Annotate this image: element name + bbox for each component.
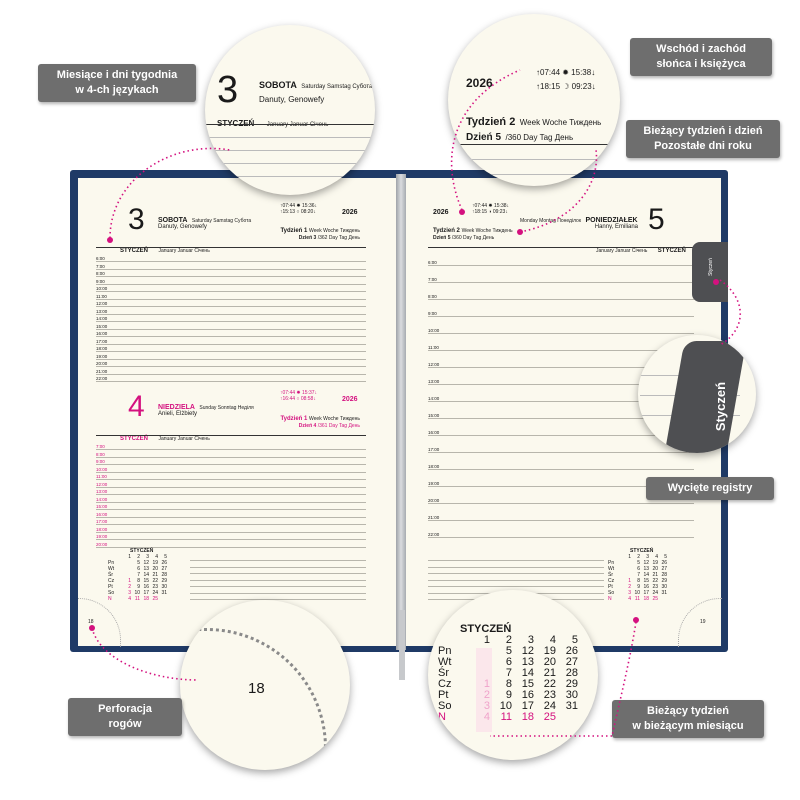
week-langs: Week Woche Тиждень [461, 228, 513, 234]
hour-label: 19:00 [428, 481, 440, 486]
moon-icon: ◑ [488, 209, 492, 215]
sun-icon: ✹ [296, 203, 301, 209]
month-langs: January Januar Січень [158, 436, 210, 442]
weekday-name: NIEDZIELA [158, 404, 195, 411]
page-number-left: 18 [88, 619, 94, 625]
calendar-title: STYCZEŃ [130, 548, 154, 554]
zoom-day-of-year: Dzień 5 [466, 132, 502, 143]
calendar-row: Pn 5 12 19 26 [108, 560, 167, 566]
sunset-time: 15:37 [302, 390, 315, 396]
hour-label: 17:00 [428, 447, 440, 452]
hour-label: 9:00 [428, 311, 437, 316]
hour-label: 14:00 [428, 396, 440, 401]
sunrise-time: 07:44 [282, 203, 296, 209]
nameday: Danuty, Genowefy [158, 224, 207, 230]
page-number-right: 19 [700, 619, 706, 625]
week-langs: Week Woche Тиждень [309, 416, 360, 422]
zoom-nameday: Danuty, Genowefy [259, 95, 325, 104]
month-name: STYCZEŃ [120, 248, 149, 254]
month-name: STYCZEŃ [657, 248, 686, 254]
hour-label: 20:00 [96, 361, 108, 366]
week-number: Tydzień 1 [280, 416, 308, 422]
day5-sunmoon: ↑07:44 ✹ 15:38↓ ↑18:15 ◑ 09:23↓ [472, 203, 510, 215]
weekday-langs: Monday Montag Понеділок [520, 218, 582, 224]
zoom-month: STYCZEŃ [217, 119, 255, 128]
connector-week [520, 150, 596, 232]
nameday: Anieli, Elżbiety [158, 411, 198, 417]
moonrise-time: 18:15 [474, 209, 488, 215]
calendar-row: Cz 8 15 22 29 [438, 678, 578, 690]
zoom-week: Tydzień 2 [466, 116, 516, 128]
hour-label: 19:00 [96, 353, 108, 359]
calendar-row: Cz 1 8 15 22 29 [608, 578, 667, 584]
hour-label: 12:00 [96, 301, 108, 306]
hour-label: 15:00 [96, 504, 108, 509]
hour-label: 9:00 [96, 459, 105, 464]
hour-label: 11:00 [96, 293, 107, 299]
calendar-row: N 11 18 25 [438, 711, 556, 723]
hour-label: 6:00 [428, 260, 437, 265]
day-number: 5 [648, 203, 665, 236]
hour-label: 7:00 [96, 263, 105, 269]
calendar-row: N 4 11 18 25 [108, 596, 158, 602]
calendar-row: Śr 7 14 21 28 [438, 667, 578, 679]
moon-icon: ○ [296, 209, 300, 215]
moonset-time: 08:20 [300, 209, 314, 215]
calendar-title: STYCZEŃ [460, 623, 512, 635]
zoom-page-number: 18 [248, 680, 265, 697]
days-remaining: /360 Day Tag День [451, 235, 495, 241]
zoom-days-remaining: /360 Day Tag День [505, 133, 574, 142]
hour-label: 7:00 [96, 444, 105, 449]
moonrise-time: 15:13 [282, 209, 296, 215]
calendar-row: Pt 2 9 16 23 30 [608, 584, 667, 590]
calendar-row: Pt 9 16 23 30 [438, 689, 578, 701]
pin-corners [89, 625, 95, 631]
calendar-row: Pn 5 12 19 26 [608, 560, 667, 566]
days-remaining: /362 Day Tag День [317, 235, 360, 241]
week-number: Tydzień 1 [280, 228, 308, 234]
hour-label: 10:00 [428, 328, 440, 333]
year: 2026 [433, 209, 449, 216]
hour-label: 21:00 [428, 515, 440, 520]
sunrise-time: 07:44 [474, 203, 488, 209]
day-of-year: Dzień 4 [298, 423, 317, 429]
hour-label: 8:00 [96, 271, 105, 276]
month-name: STYCZEŃ [120, 436, 149, 442]
zoom-weekday-langs: Saturday Samstag Субота [301, 84, 373, 90]
callout-sun-moon: Wschód i zachód słońca i księżyca [630, 38, 772, 76]
callout-week-day: Bieżący tydzień i dzień Pozostałe dni roku [626, 120, 780, 158]
hour-label: 12:00 [428, 362, 440, 367]
hour-label: 16:00 [428, 430, 440, 435]
hour-label: 22:00 [96, 376, 108, 381]
day4-sunmoon: ↑07:44 ✹ 15:37↓ ↑16:44 ○ 08:58↓ [280, 390, 318, 402]
weekday-name: PONIEDZIAŁEK [585, 217, 638, 224]
calendar-week-numbers: 1 2 3 4 5 [483, 634, 578, 646]
nameday: Hanny, Emiliana [594, 224, 638, 230]
month-langs: January Januar Січень [596, 248, 648, 254]
pin-sunmoon [459, 209, 465, 215]
weekday-name: SOBOTA [158, 217, 188, 224]
connector-calendar [612, 622, 636, 736]
hour-label: 10:00 [96, 286, 108, 291]
hour-label: 13:00 [428, 379, 440, 384]
days-remaining: /361 Day Tag День [317, 423, 360, 429]
day3-sunmoon: ↑07:44 ✹ 15:36↓ ↑15:13 ○ 08:20↓ [280, 203, 318, 215]
calendar-row: Wt 6 13 20 27 [108, 566, 167, 572]
calendar-row: Pt 2 9 16 23 30 [108, 584, 167, 590]
zoom-sun-times: ↑07:44 ✹ 15:38↓ [536, 68, 596, 77]
calendar-title: STYCZEŃ [630, 548, 654, 554]
weekday-langs: Saturday Samstag Субота [191, 218, 252, 224]
sunset-time: 15:38 [494, 203, 507, 209]
callout-languages: Miesiące i dni tygodnia w 4-ch językach [38, 64, 196, 102]
sunrise-time: 07:44 [282, 390, 296, 396]
zoom-week-langs: Week Woche Тиждень [519, 118, 602, 127]
hour-label: 18:00 [428, 464, 440, 469]
callout-tabs: Wycięte registry [646, 477, 774, 500]
pin-tab [713, 279, 719, 285]
tab-label: Styczeń [707, 258, 714, 276]
hour-label: 18:00 [96, 346, 108, 351]
hour-label: 11:00 [96, 474, 107, 479]
hour-label: 21:00 [96, 368, 108, 374]
hour-label: 18:00 [96, 526, 108, 532]
pin-languages [107, 237, 113, 243]
connector-corners [92, 628, 198, 680]
hour-label: 12:00 [96, 481, 108, 487]
hour-label: 14:00 [96, 496, 108, 502]
calendar-row: So 3 10 17 24 31 [608, 590, 667, 596]
connector-tab [720, 280, 740, 345]
callout-current-week: Bieżący tydzień w bieżącym miesiącu [612, 700, 764, 738]
hour-label: 16:00 [96, 511, 108, 517]
hour-label: 20:00 [428, 498, 440, 503]
hour-label: 19:00 [96, 534, 108, 539]
moonset-time: 09:23 [492, 209, 506, 215]
pin-calendar [633, 617, 639, 623]
year: 2026 [342, 396, 358, 403]
week-number: Tydzień 2 [433, 228, 460, 234]
hour-label: 20:00 [96, 541, 108, 547]
hour-label: 17:00 [96, 338, 108, 344]
calendar-row: Cz 1 8 15 22 29 [108, 578, 167, 584]
year: 2026 [342, 209, 358, 216]
callout-corners: Perforacja rogów [68, 698, 182, 736]
day-number: 4 [128, 390, 145, 423]
hour-label: 15:00 [96, 323, 108, 329]
moon-icon: ○ [296, 396, 300, 402]
hour-label: 11:00 [428, 345, 439, 350]
day-number: 3 [128, 203, 145, 236]
hour-label: 9:00 [96, 278, 105, 284]
calendar-week-numbers: 1 2 3 4 5 [628, 554, 667, 560]
pin-week [517, 229, 523, 235]
hour-label: 7:00 [428, 277, 437, 282]
sun-icon: ✹ [488, 203, 493, 209]
calendar-row: Wt 6 13 20 27 [438, 656, 578, 668]
calendar-row: So 10 17 24 31 [438, 700, 578, 712]
weekday-langs: Sunday Sonntag Неділя [199, 405, 254, 411]
hour-label: 6:00 [96, 256, 105, 261]
hour-label: 15:00 [428, 413, 440, 418]
calendar-row: N 4 11 18 25 [608, 596, 658, 602]
zoom-year: 2026 [466, 76, 493, 90]
hour-label: 17:00 [96, 519, 108, 524]
calendar-row: So 3 10 17 24 31 [108, 590, 167, 596]
hour-label: 16:00 [96, 331, 108, 336]
hour-label: 13:00 [96, 489, 108, 494]
sunset-time: 15:36 [302, 203, 315, 209]
moonrise-time: 16:44 [282, 396, 296, 402]
hour-label: 14:00 [96, 316, 108, 321]
hour-label: 8:00 [96, 451, 105, 457]
calendar-row: Śr 7 14 21 28 [108, 572, 167, 578]
hour-label: 13:00 [96, 308, 108, 314]
day-of-year: Dzień 5 [433, 235, 451, 241]
sun-icon: ✹ [296, 390, 301, 396]
hour-label: 10:00 [96, 466, 108, 472]
moonset-time: 08:58 [300, 396, 314, 402]
calendar-row: Wt 6 13 20 27 [608, 566, 667, 572]
zoom-moon-times: ↑18:15 ☽ 09:23↓ [536, 82, 596, 91]
zoom-day-number: 3 [217, 69, 239, 111]
connector-sunmoon [452, 70, 520, 210]
calendar-row: Pn 5 12 19 26 [438, 645, 578, 657]
zoom-tab-label: Styczeń [713, 381, 729, 432]
week-langs: Week Woche Тиждень [309, 228, 360, 234]
connector-languages [110, 148, 230, 238]
hour-label: 22:00 [428, 532, 440, 537]
hour-label: 8:00 [428, 294, 437, 299]
calendar-row: Śr 7 14 21 28 [608, 572, 667, 578]
zoom-weekday: SOBOTA [259, 80, 297, 90]
month-langs: January Januar Січень [158, 248, 210, 254]
day-of-year: Dzień 3 [298, 235, 317, 241]
calendar-week-numbers: 1 2 3 4 5 [128, 554, 167, 560]
zoom-month-langs: January Januar Січень [266, 122, 329, 128]
